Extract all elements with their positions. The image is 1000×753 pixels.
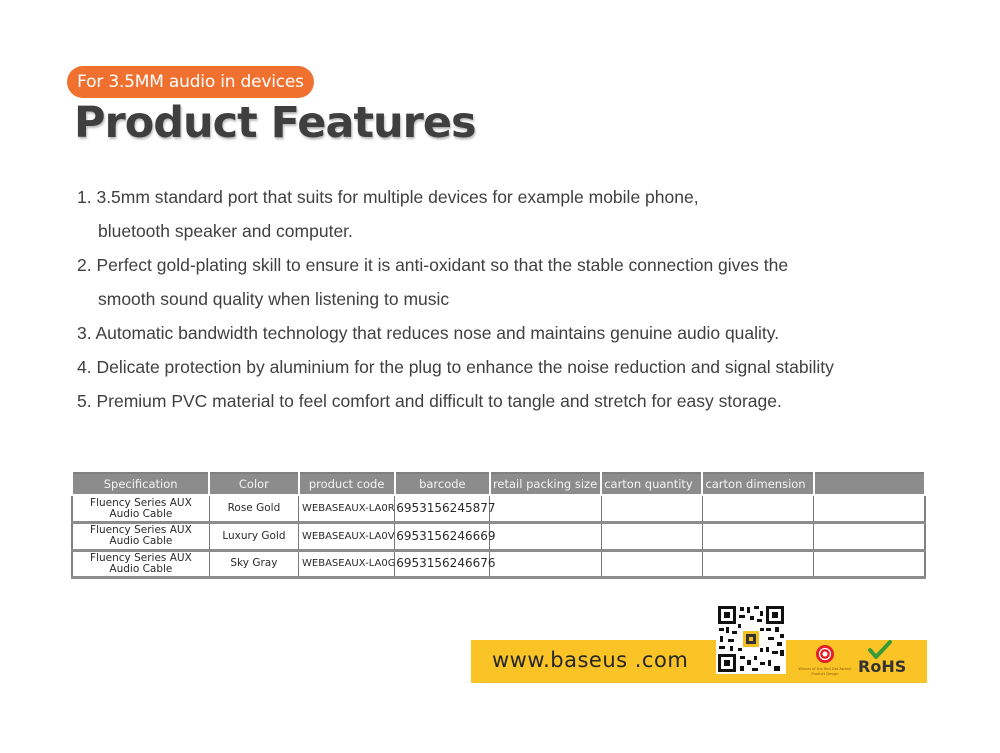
feature-list (77, 180, 957, 418)
cell-color: Rose Gold (209, 495, 298, 523)
cell-barcode: 6953156246676 (395, 550, 490, 578)
header-empty (814, 473, 925, 495)
rohs-label: RoHS (858, 657, 907, 676)
cell-product-code: WEBASEAUX-LA0R (299, 495, 395, 523)
cell-carton-dimension (702, 550, 813, 578)
table-row (72, 523, 925, 551)
feature-text: 2. Perfect gold-plating skill to ensure it is anti-oxidant so that the stable connection gives the (77, 255, 789, 275)
feature-item (77, 316, 957, 350)
cell-carton-dimension (702, 495, 813, 523)
cell-barcode: 6953156246669 (395, 523, 490, 551)
red-dot-award-icon (798, 645, 851, 676)
spec-line: Fluency Series AUX (90, 551, 192, 564)
table-header-row (72, 473, 925, 495)
feature-text: 4. Delicate protection by aluminium for the plug to enhance the noise reduction and signal stability (77, 357, 834, 377)
feature-item (77, 248, 957, 316)
table-row (72, 495, 925, 523)
header-carton-quantity: carton quantity (601, 473, 702, 495)
category-tag: For 3.5MM audio in devices (67, 66, 314, 98)
certification-logos (798, 640, 924, 682)
cell-carton-quantity (601, 495, 702, 523)
feature-item (77, 180, 957, 248)
qr-code-icon (716, 604, 786, 674)
header-carton-dimension: carton dimension (702, 473, 813, 495)
cell-color: Luxury Gold (209, 523, 298, 551)
cell-specification (72, 550, 209, 578)
cell-barcode: 6953156245877 (395, 495, 490, 523)
cell-specification (72, 495, 209, 523)
cell-color: Sky Gray (209, 550, 298, 578)
spec-line: Fluency Series AUX (90, 524, 192, 537)
header-color: Color (209, 473, 298, 495)
cell-product-code: WEBASEAUX-LA0V (299, 523, 395, 551)
page-title: Product Features (74, 98, 476, 148)
spec-line: Fluency Series AUX (90, 496, 192, 509)
specification-table (71, 472, 926, 579)
header-retail-packing-size: retail packing size (490, 473, 601, 495)
website-link[interactable]: www.baseus .com (492, 648, 689, 672)
cell-carton-quantity (601, 550, 702, 578)
cell-carton-quantity (601, 523, 702, 551)
spec-line: Audio Cable (109, 535, 173, 548)
reddot-caption: Winner of the Red Dot Award: (798, 667, 852, 671)
spec-line: Audio Cable (109, 562, 173, 575)
cell-specification (72, 523, 209, 551)
feature-text-continued: bluetooth speaker and computer. (98, 221, 353, 241)
table-row (72, 550, 925, 578)
cell-extra (814, 523, 925, 551)
header-specification: Specification (72, 473, 209, 495)
cell-product-code: WEBASEAUX-LA0G (299, 550, 395, 578)
feature-item (77, 384, 957, 418)
feature-text-continued: smooth sound quality when listening to music (98, 289, 450, 309)
cell-extra (814, 495, 925, 523)
cell-retail-packing-size (490, 550, 601, 578)
reddot-caption-2: Product Design (811, 672, 839, 676)
cell-extra (814, 550, 925, 578)
feature-text: 5. Premium PVC material to feel comfort and difficult to tangle and stretch for easy storage. (77, 391, 782, 411)
feature-text: 1. 3.5mm standard port that suits for multiple devices for example mobile phone, (77, 187, 699, 207)
spec-line: Audio Cable (109, 507, 173, 520)
feature-text: 3. Automatic bandwidth technology that reduces nose and maintains genuine audio quality. (77, 323, 780, 343)
header-barcode: barcode (395, 473, 490, 495)
cell-carton-dimension (702, 523, 813, 551)
cell-retail-packing-size (490, 523, 601, 551)
header-product-code: product code (299, 473, 395, 495)
feature-item (77, 350, 957, 384)
rohs-check-icon (870, 642, 890, 657)
cell-retail-packing-size (490, 495, 601, 523)
